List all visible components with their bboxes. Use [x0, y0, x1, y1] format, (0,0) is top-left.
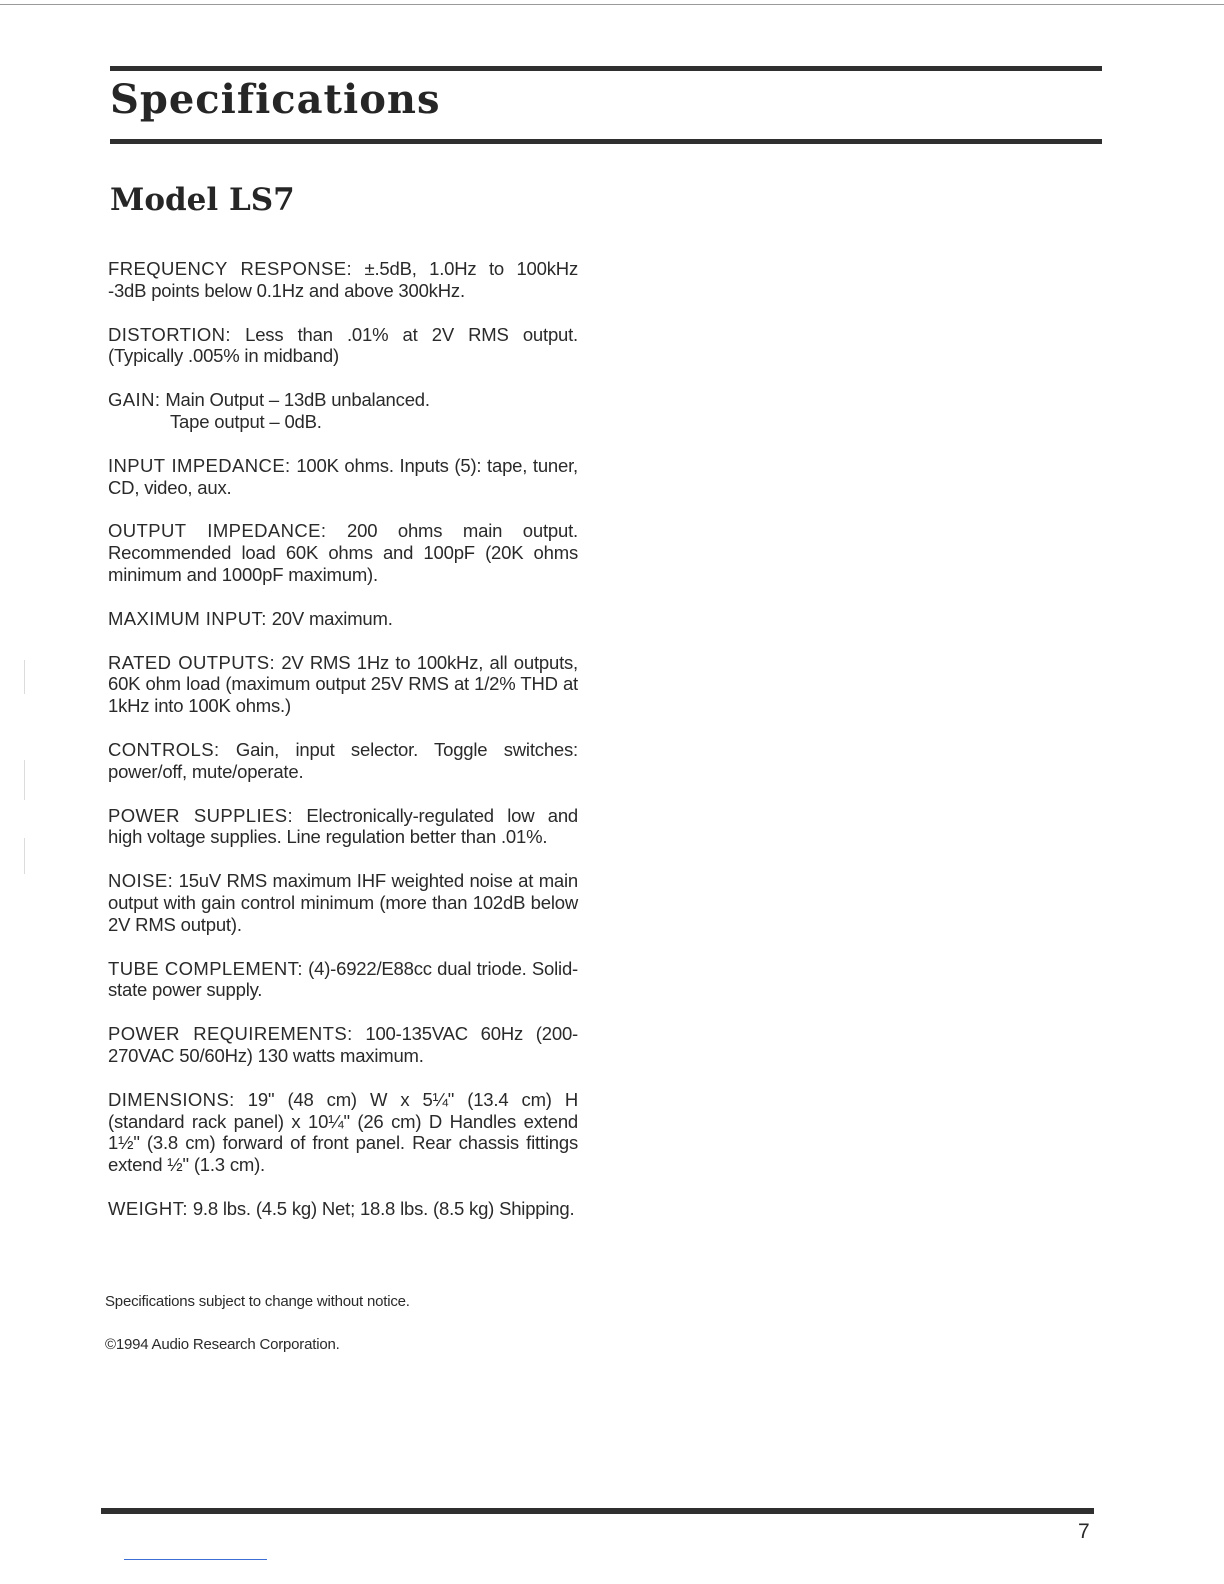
spec-label: DIMENSIONS: [108, 1088, 235, 1110]
spec-label: FREQUENCY RESPONSE: [108, 258, 353, 279]
spec-text: 100-135VAC 60Hz (200-270VAC 50/60Hz) 130 watts maximum. [108, 1023, 578, 1066]
spec-power-requirements [108, 1023, 578, 1067]
spec-controls [108, 739, 578, 783]
spec-weight [108, 1198, 578, 1220]
page-top-edge [0, 4, 1224, 5]
spec-text: Gain, input selector. Toggle switches: power/off, mute/operate. [108, 738, 578, 782]
spec-maximum-input [108, 608, 578, 630]
scan-margin-mark [24, 660, 25, 694]
change-notice: Specifications subject to change without notice. [105, 1293, 410, 1310]
spec-gain [108, 389, 578, 433]
spec-text: Electronically-regulated low and high voltage supplies. Line regulation better than .01%. [108, 804, 578, 848]
spec-label: INPUT IMPEDANCE: [108, 454, 291, 476]
copyright-notice: ©1994 Audio Research Corporation. [105, 1336, 340, 1353]
spec-label: TUBE COMPLEMENT: [108, 957, 303, 979]
spec-rated-outputs [108, 652, 578, 717]
spec-text: Less than .01% at 2V RMS output. (Typically .005% in midband) [108, 323, 578, 367]
spec-label: CONTROLS: [108, 738, 220, 760]
footer-rule [101, 1508, 1094, 1514]
page-title: Specifications [110, 76, 441, 123]
spec-text: 2V RMS 1Hz to 100kHz, all outputs, 60K ohm load (maximum output 25V RMS at 1/2% THD at 1kHz into 100K ohms.) [108, 651, 578, 717]
spec-label: POWER SUPPLIES: [108, 804, 294, 826]
spec-text: 20V maximum. [266, 607, 393, 629]
spec-text: 200 ohms main output. Recommended load 60K ohms and 100pF (20K ohms minimum and 1000pF maximum). [108, 520, 578, 585]
spec-output-impedance [108, 520, 578, 585]
header-top-rule [110, 66, 1102, 71]
spec-tube-complement [108, 958, 578, 1002]
spec-label: OUTPUT IMPEDANCE: [108, 520, 327, 542]
header-bottom-rule [110, 139, 1102, 144]
spec-list [108, 258, 578, 1242]
spec-frequency-response [108, 258, 578, 302]
spec-label: MAXIMUM INPUT: [108, 607, 267, 629]
spec-power-supplies [108, 805, 578, 849]
spec-label: GAIN: [108, 389, 161, 411]
spec-text: ±.5dB, 1.0Hz to 100kHz -3dB points below 0.1Hz and above 300kHz. [108, 258, 578, 301]
spec-text: Main Output – 13dB unbalanced. [160, 389, 430, 411]
spec-text: 9.8 lbs. (4.5 kg) Net; 18.8 lbs. (8.5 kg) Shipping. [187, 1197, 575, 1219]
spec-label: WEIGHT: [108, 1197, 188, 1219]
spec-text: 100K ohms. Inputs (5): tape, tuner, CD, video, aux. [108, 454, 578, 498]
page-number: 7 [1078, 1520, 1090, 1543]
scan-margin-mark [24, 760, 25, 800]
spec-text: 15uV RMS maximum IHF weighted noise at main output with gain control minimum (more than 102dB below 2V RMS output). [108, 870, 578, 935]
spec-noise [108, 870, 578, 935]
scan-margin-mark [24, 838, 25, 874]
spec-label: NOISE: [108, 870, 174, 892]
model-title: Model LS7 [110, 182, 295, 218]
spec-text: (4)-6922/E88cc dual triode. Solid-state power supply. [108, 957, 578, 1001]
spec-label: RATED OUTPUTS: [108, 651, 275, 673]
spec-label: POWER REQUIREMENTS: [108, 1023, 353, 1045]
spec-distortion [108, 324, 578, 368]
spec-label: DISTORTION: [108, 323, 231, 345]
bottom-link-underline [124, 1559, 267, 1560]
spec-input-impedance [108, 455, 578, 499]
spec-text: 19" (48 cm) W x 5¼" (13.4 cm) H (standard rack panel) x 10¼" (26 cm) D Handles extend 1½" (3.8 cm) forward of front panel. Rear chassis fittings extend ½" (1.3 cm). [108, 1088, 578, 1176]
spec-dimensions [108, 1089, 578, 1176]
spec-text-second-line: Tape output – 0dB. [170, 410, 322, 432]
